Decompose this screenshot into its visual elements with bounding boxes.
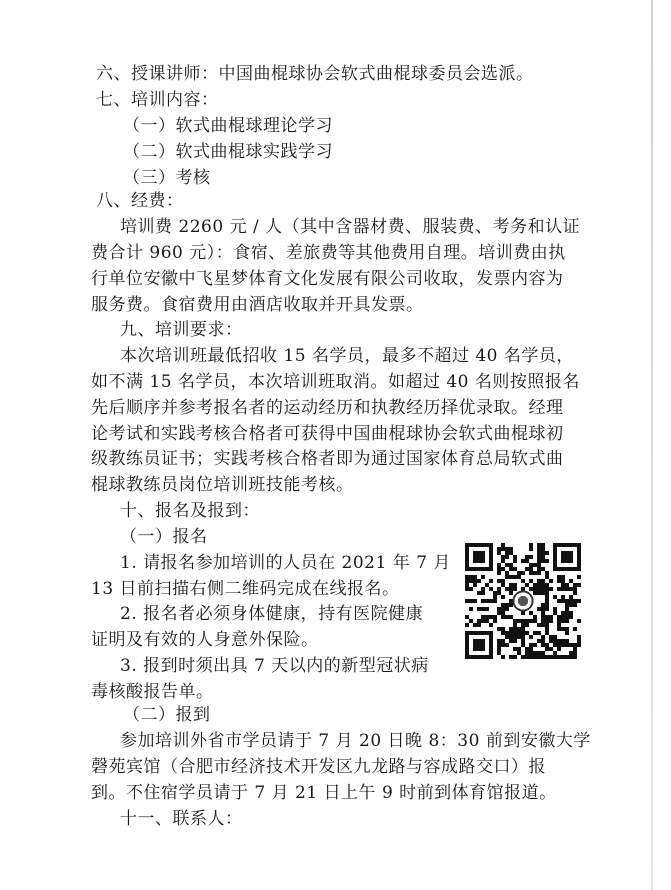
- fee-paragraph-line-3: 行单位安徽中飞星梦体育文化发展有限公司收取，发票内容为: [91, 269, 564, 289]
- section-eight-heading: 八、经费：: [96, 191, 184, 211]
- requirements-line-4: 论考试和实践考核合格者可获得中国曲棍球协会软式曲棍球初: [91, 424, 564, 444]
- registration-item-1-line-2: 13 日前扫描右侧二维码完成在线报名。: [91, 579, 400, 599]
- section-ten-heading: 十、报名及报到：: [120, 501, 260, 521]
- content-item-theory: （一）软式曲棍球理论学习: [123, 116, 333, 136]
- fee-paragraph-line-4: 服务费。食宿费用由酒店收取并开具发票。: [91, 295, 424, 315]
- fee-paragraph-line-1: 培训费 2260 元 / 人（其中含器材费、服装费、考务和认证: [120, 217, 581, 237]
- checkin-subheading: （二）报到: [123, 705, 211, 725]
- checkin-line-2: 磬苑宾馆（合肥市经济技术开发区九龙路与容成路交口）报: [91, 757, 546, 777]
- registration-item-3-line-2: 毒核酸报告单。: [91, 682, 214, 702]
- registration-item-3-line-1: 3. 报到时须出具 7 天以内的新型冠状病: [120, 656, 429, 676]
- registration-item-1-line-1: 1. 请报名参加培训的人员在 2021 年 7 月: [120, 553, 451, 573]
- content-item-assessment: （三）考核: [123, 168, 211, 188]
- checkin-line-3: 到。不住宿学员请于 7 月 21 日上午 9 时前到体育馆报道。: [91, 783, 557, 803]
- requirements-line-6: 棍球教练员岗位培训班技能考核。: [91, 475, 354, 495]
- qr-code-icon[interactable]: [465, 543, 581, 659]
- section-nine-heading: 九、培训要求：: [120, 320, 243, 340]
- registration-subheading: （一）报名: [120, 527, 208, 547]
- section-seven-heading: 七、培训内容：: [96, 90, 219, 110]
- requirements-line-1: 本次培训班最低招收 15 名学员，最多不超过 40 名学员，: [120, 346, 574, 366]
- section-eleven-heading: 十一、联系人：: [120, 809, 243, 829]
- registration-item-2-line-1: 2. 报名者必须身体健康，持有医院健康: [120, 604, 424, 624]
- content-item-practice: （二）软式曲棍球实践学习: [123, 142, 333, 162]
- requirements-line-2: 如不满 15 名学员，本次培训班取消。如超过 40 名则按照报名: [91, 372, 580, 392]
- requirements-line-3: 先后顺序并参考报名者的运动经历和执教经历择优录取。经理: [91, 398, 564, 418]
- requirements-line-5: 级教练员证书；实践考核合格者即为通过国家体育总局软式曲: [91, 449, 564, 469]
- registration-item-2-line-2: 证明及有效的人身意外保险。: [91, 630, 319, 650]
- fee-paragraph-line-2: 费合计 960 元）：食宿、差旅费等其他费用自理。培训费由执: [91, 243, 566, 263]
- checkin-line-1: 参加培训外省市学员请于 7 月 20 日晚 8：30 前到安徽大学: [120, 731, 591, 751]
- section-six-instructor: 六、授课讲师：中国曲棍球协会软式曲棍球委员会选派。: [96, 64, 534, 84]
